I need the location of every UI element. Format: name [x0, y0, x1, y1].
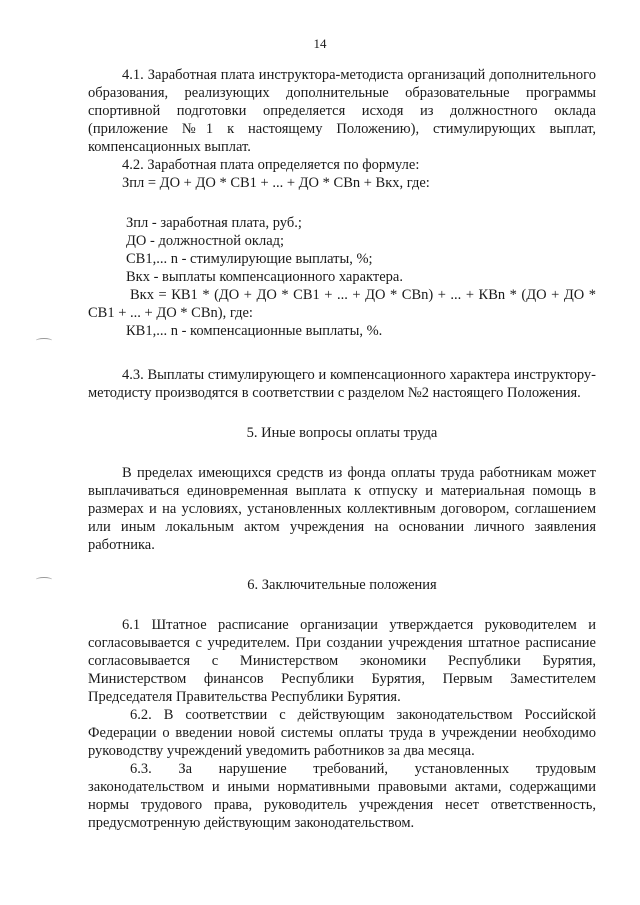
- formula-salary: Зпл = ДО + ДО * СВ1 + ... + ДО * СВn + Вкх, где:: [122, 175, 430, 191]
- paragraph-4-1: 4.1. Заработная плата инструктора-методиста организаций дополнительного образования, реализующих дополнительные образовательные программы спортивной подготовки определяется исходя из должностного оклада (приложение №1 к настоящему Положению), стимулирующих выплат, компенсационных выплат.: [88, 67, 596, 155]
- paragraph-5: В пределах имеющихся средств из фонда оплаты труда работникам может выплачиваться единовременная выплата к отпуску и материальная помощь в размерах и на условиях, установленных коллективным договором, соглашением или иным локальным актом учреждения на основании личного заявления работника.: [88, 465, 596, 553]
- definition-vkh: Вкх - выплаты компенсационного характера.: [126, 269, 403, 285]
- paragraph-4-2: 4.2. Заработная плата определяется по формуле:: [122, 157, 420, 173]
- definition-do: ДО - должностной оклад;: [126, 233, 285, 249]
- margin-mark: [36, 338, 52, 343]
- paragraph-4-3: 4.3. Выплаты стимулирующего и компенсационного характера инструктору-методисту производятся в соответствии с разделом №2 настоящего Положения.: [88, 367, 596, 401]
- section-6-heading: 6. Заключительные положения: [247, 577, 437, 593]
- formula-compensation: Вкх = КВ1 * (ДО + ДО * СВ1 + ... + ДО * СВn) + ... + КВn * (ДО + ДО * СВ1 + ... + ДО * СВn), где:: [88, 287, 596, 321]
- page-number: 14: [313, 36, 327, 51]
- definition-zpl: Зпл - заработная плата, руб.;: [126, 215, 302, 231]
- section-5-heading: 5. Иные вопросы оплаты труда: [246, 425, 438, 441]
- definition-kv: КВ1,... n - компенсационные выплаты, %.: [126, 323, 383, 339]
- paragraph-6-2: 6.2. В соответствии с действующим законодательством Российской Федерации о введении новой системы оплаты труда в учреждении необходимо руководству учреждений уведомить работников за два месяца.: [88, 707, 596, 759]
- document-body: [88, 66, 596, 832]
- paragraph-6-3: 6.3. За нарушение требований, установленных трудовым законодательством и иными нормативными правовыми актами, содержащими нормы трудового права, руководитель учреждения несет ответственность, предусмотренную действующим законодательством.: [88, 761, 596, 831]
- paragraph-6-1: 6.1 Штатное расписание организации утверждается руководителем и согласовывается с учредителем. При создании учреждения штатное расписание согласовывается с Министерством экономики Республики Бурятия, Министерством финансов Республики Бурятия, Первым Заместителем Председателя Правительства Республики Бурятия.: [88, 617, 596, 705]
- margin-mark: [36, 577, 52, 582]
- definition-sv: СВ1,... n - стимулирующие выплаты, %;: [126, 251, 373, 267]
